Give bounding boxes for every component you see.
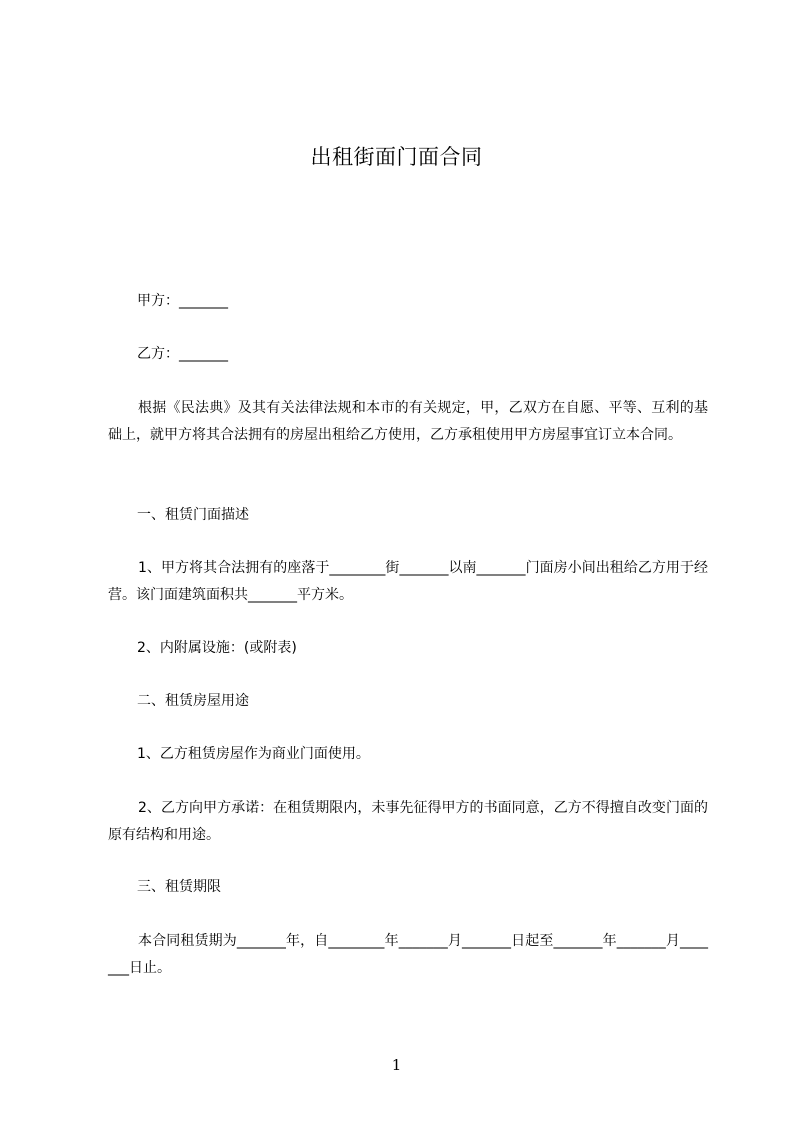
section-2-item-2: 2、乙方向甲方承诺：在租赁期限内，未事先征得甲方的书面同意，乙方不得擅自改变门面的原有结构和用途。 xyxy=(108,800,708,843)
preamble-paragraph: 根据《民法典》及其有关法律法规和本市的有关规定，甲，乙双方在自愿、平等、互利的基础上，就甲方将其合法拥有的房屋出租给乙方使用，乙方承租使用甲方房屋事宜订立本合同。 xyxy=(108,400,708,443)
section-3-heading: 三、租赁期限 xyxy=(137,879,221,895)
section-1-item-1: 1、甲方将其合法拥有的座落于________街_______以南_______门面房小间出租给乙方用于经营。该门面建筑面积共_______平方米。 xyxy=(108,560,708,603)
document-title: 出租街面门面合同 xyxy=(310,145,483,169)
party-b-line: 乙方：_______ xyxy=(137,346,228,362)
section-1-heading: 一、租赁门面描述 xyxy=(137,507,249,523)
section-3-text: 本合同租赁期为_______年，自________年_______月_______日起至_______年_______月_______日止。 xyxy=(108,933,708,976)
section-2-item-1: 1、乙方租赁房屋作为商业门面使用。 xyxy=(137,746,370,762)
party-a-line: 甲方：_______ xyxy=(137,293,228,309)
page-number: 1 xyxy=(391,1056,402,1074)
section-2-heading: 二、租赁房屋用途 xyxy=(137,693,249,709)
section-1-item-2: 2、内附属设施：(或附表) xyxy=(137,640,297,656)
